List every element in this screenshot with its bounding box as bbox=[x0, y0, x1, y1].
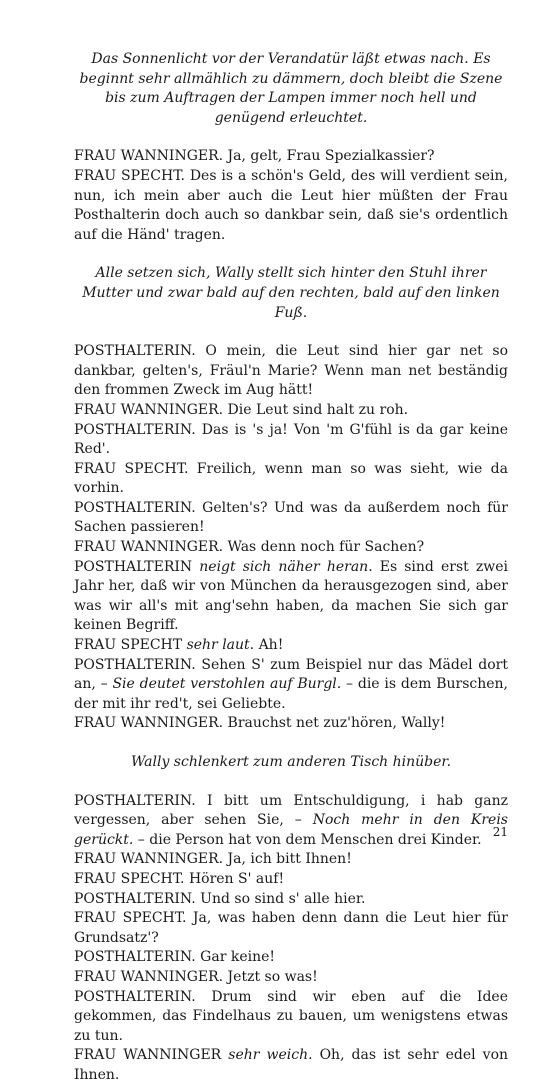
paragraph-gap bbox=[74, 323, 508, 342]
dialogue-line bbox=[74, 968, 508, 988]
stage-direction: Wally schlenkert zum anderen Tisch hinüber. bbox=[130, 754, 452, 770]
body-text bbox=[74, 50, 508, 1086]
dialogue-text: POSTHALTERIN. Gar keine! bbox=[74, 949, 276, 966]
dialogue-text: . Oh, das ist sehr edel von Ihnen. bbox=[74, 1047, 509, 1083]
dialogue-line bbox=[74, 538, 508, 558]
dialogue-text: POSTHALTERIN. O mein, die Leut sind hier gar net so dankbar, gelten's, Fräul'n Marie? Wenn man net beständig den frommen Zweck im Aug hätt! bbox=[74, 343, 508, 399]
inline-stage-direction: Sie deutet verstohlen auf Burgl. bbox=[112, 676, 342, 693]
paragraph-gap bbox=[74, 128, 508, 147]
dialogue-line bbox=[74, 948, 508, 968]
inline-stage-direction: sehr weich bbox=[228, 1047, 309, 1064]
inline-stage-direction: Noch mehr in den Kreis gerückt. bbox=[74, 812, 508, 848]
dialogue-text: FRAU WANNINGER bbox=[74, 1047, 229, 1064]
dialogue-text: FRAU SPECHT. Hören S' auf! bbox=[74, 870, 285, 887]
dialogue-text: FRAU WANNINGER. Brauchst net zuz'hören, Wally! bbox=[74, 715, 446, 732]
dialogue-text: FRAU WANNINGER. Ja, gelt, Frau Spezialkassier? bbox=[74, 148, 435, 165]
dialogue-text: FRAU WANNINGER. Ja, ich bitt Ihnen! bbox=[74, 851, 352, 868]
dialogue-text: FRAU SPECHT. Des is a schön's Geld, des will verdient sein, nun, ich mein aber auch die Leut hier müßten der Frau Posthalterin doch auch so dankbar sein, daß sie's ordentlich auf die Händ' tragen. bbox=[74, 167, 508, 243]
page-number: 21 bbox=[492, 825, 508, 839]
stage-direction: Das Sonnenlicht vor der Verandatür läßt etwas nach. Es beginnt sehr allmählich zu dämmern, doch bleibt die Szene bis zum Auftragen der Lampen immer noch hell und genügend erleuchtet. bbox=[79, 51, 503, 126]
dialogue-text: FRAU WANNINGER. Jetzt so was! bbox=[74, 968, 318, 985]
dialogue-line bbox=[74, 342, 508, 401]
dialogue-line bbox=[74, 421, 508, 460]
inline-stage-direction: sehr laut bbox=[186, 637, 250, 654]
dialogue-line bbox=[74, 890, 508, 910]
dialogue-text: FRAU SPECHT bbox=[74, 637, 187, 654]
dialogue-line bbox=[74, 988, 508, 1047]
dialogue-line bbox=[74, 714, 508, 734]
dialogue-text: POSTHALTERIN. Das is 's ja! Von 'm G'fühl is da gar keine Red'. bbox=[74, 421, 508, 458]
paragraph-gap bbox=[74, 773, 508, 792]
dialogue-line bbox=[74, 401, 508, 421]
dialogue-text: – die Person hat von dem Menschen drei Kinder. bbox=[133, 831, 482, 848]
dialogue-text: FRAU SPECHT. Ja, was haben denn dann die Leut hier für Grundsatz'? bbox=[74, 910, 508, 946]
dialogue-text: FRAU WANNINGER. Was denn noch für Sachen? bbox=[74, 539, 425, 556]
stage-direction: Alle setzen sich, Wally stellt sich hinter den Stuhl ihrer Mutter und zwar bald auf den rechten, bald auf den linken Fuß. bbox=[82, 265, 500, 321]
inline-stage-direction: neigt sich näher heran bbox=[199, 558, 369, 575]
dialogue-text: – die is dem Burschen, der mit ihr red't, sei Geliebte. bbox=[74, 676, 509, 712]
dialogue-text: POSTHALTERIN. I bitt um Entschuldigung, i hab ganz vergessen, aber sehen Sie, – bbox=[74, 792, 508, 829]
dialogue-line bbox=[74, 792, 508, 851]
dialogue-line bbox=[74, 147, 508, 167]
dialogue-text: POSTHALTERIN bbox=[74, 558, 200, 575]
dialogue-text: . Es sind erst zwei Jahr her, daß wir von München da herausgezogen sind, aber was wir all's mit ang'sehn haben, da machen Sie sich gar keinen Begriff. bbox=[74, 558, 508, 634]
dialogue-line bbox=[74, 636, 508, 656]
paragraph-gap bbox=[74, 245, 508, 264]
dialogue-line bbox=[74, 167, 508, 245]
dialogue-text: . Ah! bbox=[249, 637, 284, 654]
dialogue-text: POSTHALTERIN. Sehen S' zum Beispiel nur das Mädel dort an, – bbox=[74, 656, 508, 693]
dialogue-line bbox=[74, 499, 508, 538]
dialogue-line bbox=[74, 1046, 508, 1085]
dialogue-line bbox=[74, 656, 508, 715]
dialogue-line bbox=[74, 558, 508, 636]
dialogue-line bbox=[74, 460, 508, 499]
dialogue-line bbox=[74, 909, 508, 948]
dialogue-text: POSTHALTERIN. Und so sind s' alle hier. bbox=[74, 890, 366, 907]
dialogue-text: FRAU SPECHT. Freilich, wenn man so was sieht, wie da vorhin. bbox=[74, 460, 508, 497]
dialogue-text: FRAU WANNINGER. Die Leut sind halt zu roh. bbox=[74, 401, 409, 418]
paragraph-gap bbox=[74, 734, 508, 753]
dialogue-text: POSTHALTERIN. Drum sind wir eben auf die Idee gekommen, das Findelhaus zu bauen, um wenigstens etwas zu tun. bbox=[74, 988, 508, 1044]
dialogue-text: POSTHALTERIN. Gelten's? Und was da außerdem noch für Sachen passieren! bbox=[74, 499, 508, 536]
dialogue-line bbox=[74, 850, 508, 870]
